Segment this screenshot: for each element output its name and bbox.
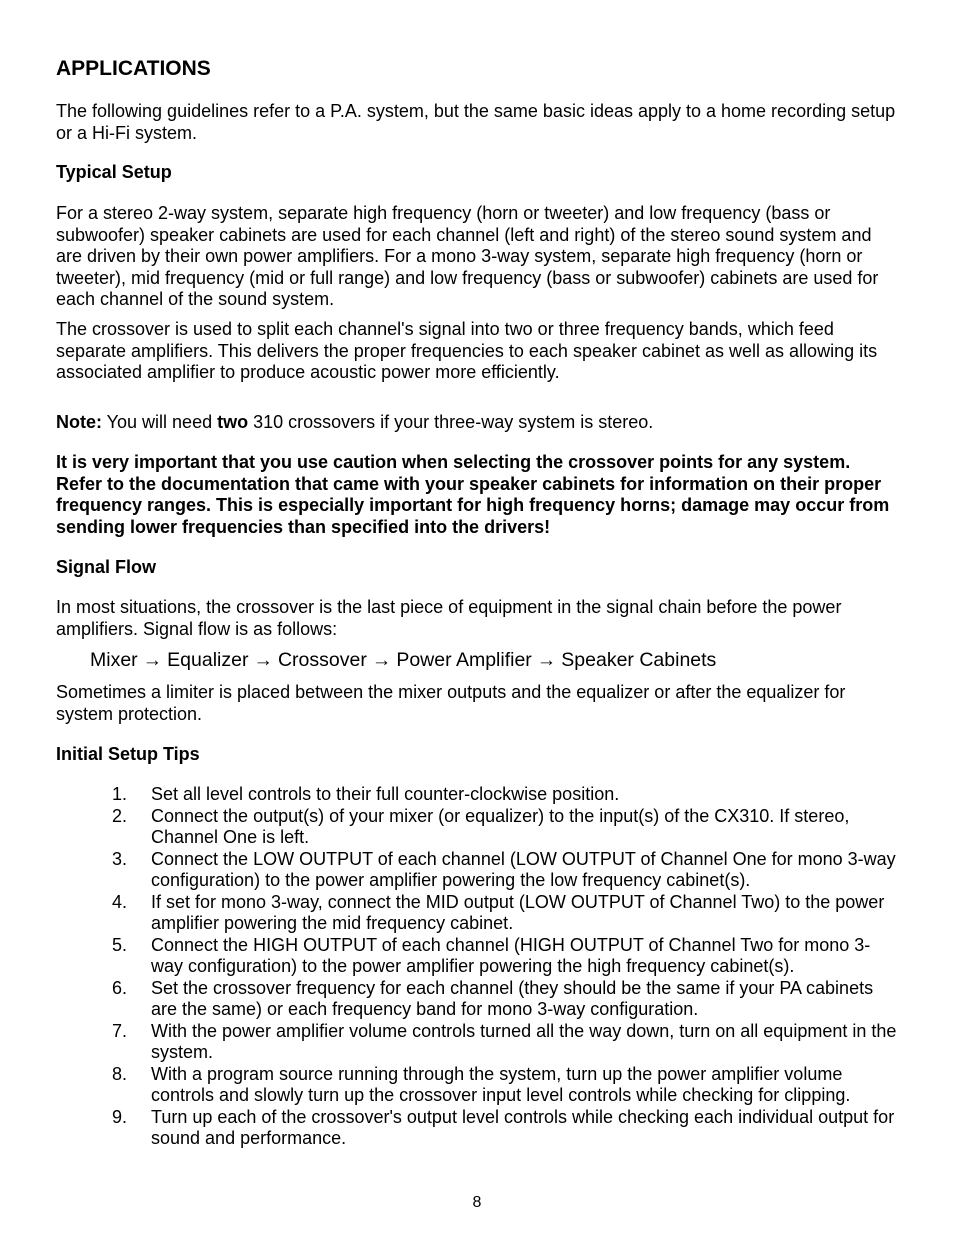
step-number: 1. <box>112 784 128 804</box>
chain-crossover: Crossover <box>277 649 367 671</box>
setup-tips-heading: Initial Setup Tips <box>56 744 200 764</box>
note-paragraph <box>56 412 901 434</box>
arrow-right-icon: → <box>536 649 557 671</box>
arrow-right-icon: → <box>371 649 392 671</box>
step-number: 6. <box>112 977 128 998</box>
note-text-after: 310 crossovers if your three-way system is stereo. <box>248 412 654 432</box>
step-number: 3. <box>112 848 128 869</box>
step-text: With the power amplifier volume controls turned all the way down, turn on all equipment in the system. <box>151 1020 897 1062</box>
step-text: Set all level controls to their full counter-clockwise position. <box>151 784 620 804</box>
signal-flow-heading: Signal Flow <box>56 557 157 577</box>
typical-setup-paragraph-1: For a stereo 2-way system, separate high frequency (horn or tweeter) and low frequency (bass or subwoofer) speaker cabinets are used for each channel (left and right) of the stereo sound system and are driven by their own power amplifiers. For a mono 3-way system, separate high frequency (horn or tweeter), mid frequency (mid or full range) and low frequency (bass or subwoofer) cabinets are used for each channel of the sound system. <box>56 203 879 309</box>
step-text: Connect the output(s) of your mixer (or equalizer) to the input(s) of the CX310. If stereo, Channel One is left. <box>151 805 850 847</box>
list-item <box>56 1064 901 1107</box>
note-label: Note: <box>56 412 102 432</box>
list-item <box>56 935 901 978</box>
step-text: Turn up each of the crossover's output level controls while checking each individual output for sound and performance. <box>151 1106 895 1148</box>
chain-speaker-cabinets: Speaker Cabinets <box>561 649 717 671</box>
arrow-right-icon: → <box>253 649 273 671</box>
list-item <box>56 849 901 892</box>
step-number: 8. <box>112 1063 128 1084</box>
chain-equalizer: Equalizer <box>167 649 249 671</box>
step-number: 2. <box>112 805 128 826</box>
signal-chain <box>90 648 716 672</box>
list-item <box>56 1021 901 1064</box>
step-number: 9. <box>112 1106 128 1127</box>
step-number: 7. <box>112 1020 128 1041</box>
list-item <box>56 892 901 935</box>
step-text: If set for mono 3-way, connect the MID output (LOW OUTPUT of Channel Two) to the power amplifier powering the mid frequency cabinet. <box>151 891 885 933</box>
signal-flow-paragraph-2: Sometimes a limiter is placed between the mixer outputs and the equalizer or after the equalizer for system protection. <box>56 682 846 724</box>
page-title: APPLICATIONS <box>56 57 211 80</box>
step-text: Connect the HIGH OUTPUT of each channel (HIGH OUTPUT of Channel Two for mono 3-way configuration) to the power amplifier powering the high frequency cabinet(s). <box>151 934 871 976</box>
caution-warning: It is very important that you use caution when selecting the crossover points for any system. Refer to the documentation that came with your speaker cabinets for information on their proper frequency ranges. This is especially important for high frequency horns; damage may occur from sending lower frequencies than specified into the drivers! <box>56 452 890 537</box>
note-emphasis: two <box>217 412 249 432</box>
chain-power-amplifier: Power Amplifier <box>396 649 532 671</box>
signal-flow-paragraph-1: In most situations, the crossover is the last piece of equipment in the signal chain before the power amplifiers. Signal flow is as follows: <box>56 597 842 639</box>
note-text-before: You will need <box>102 412 218 432</box>
list-item <box>56 978 901 1021</box>
step-number: 4. <box>112 891 128 912</box>
list-item <box>56 784 901 806</box>
step-number: 5. <box>112 934 128 955</box>
step-text: With a program source running through the system, turn up the power amplifier volume controls and slowly turn up the crossover input level controls while checking for clipping. <box>151 1063 851 1105</box>
intro-paragraph: The following guidelines refer to a P.A. system, but the same basic ideas apply to a home recording setup or a Hi-Fi system. <box>56 101 896 143</box>
typical-setup-heading: Typical Setup <box>56 162 172 182</box>
arrow-right-icon: → <box>142 649 163 671</box>
typical-setup-paragraph-2: The crossover is used to split each channel's signal into two or three frequency bands, which feed separate amplifiers. This delivers the proper frequencies to each speaker cabinet as well as allowing its associated amplifier to produce acoustic power more efficiently. <box>56 319 878 382</box>
setup-steps-list <box>56 784 901 1150</box>
list-item <box>56 806 901 849</box>
page-number: 8 <box>472 1194 482 1211</box>
step-text: Set the crossover frequency for each channel (they should be the same if your PA cabinets are the same) or each frequency band for mono 3-way configuration. <box>151 977 874 1019</box>
chain-mixer: Mixer <box>90 649 138 671</box>
list-item <box>56 1107 901 1150</box>
step-text: Connect the LOW OUTPUT of each channel (LOW OUTPUT of Channel One for mono 3-way configuration) to the power amplifier powering the low frequency cabinet(s). <box>151 848 896 890</box>
